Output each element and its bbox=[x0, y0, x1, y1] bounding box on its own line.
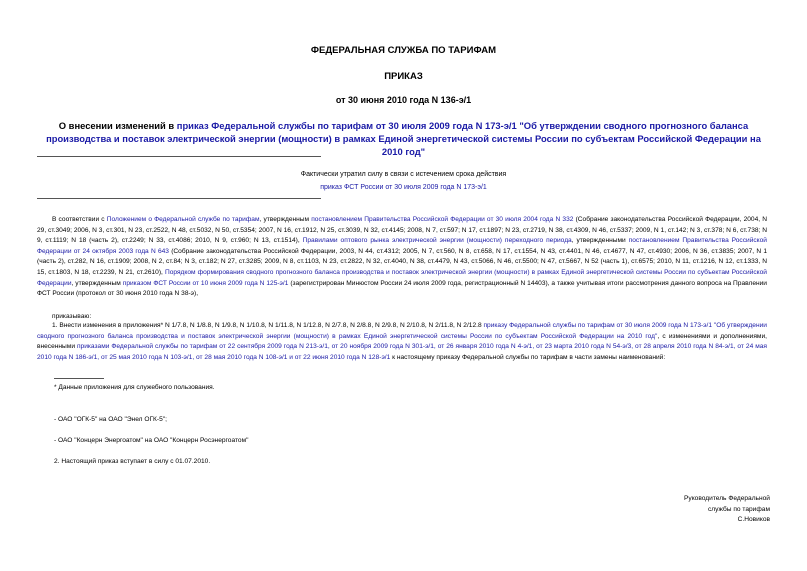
paragraph-preamble bbox=[37, 215, 767, 300]
p1-text: В соответствии с bbox=[52, 216, 107, 223]
document-subject bbox=[40, 119, 767, 158]
replacement-item-energoatom: - ОАО "Концерн Энергоатом" на ОАО "Концерн Росэнергоатом" bbox=[54, 437, 249, 444]
signature-position-line2: службы по тарифам bbox=[707, 505, 770, 513]
divider-top bbox=[37, 156, 321, 157]
p2-link[interactable]: приказами Федеральной службы по тарифам от 22 сентября 2009 года N 213-э/1, от 20 ноября 2009 года N 301-э/1, от 26 января 2010 года N 4-э/1, от 23 марта 2010 года N 54-э/3, от 28 апреля 2010 года N 84-э/1, от 24 мая 2010 года N 186-э/1, от 25 мая 2010 года N 103-э/1, от 28 мая 2010 года N 108-э/1 и от 22 июня 2010 года N 128-э/1 bbox=[37, 343, 767, 361]
divider-bottom bbox=[37, 198, 321, 199]
signature-position-line1: Руководитель Федеральной bbox=[684, 495, 770, 502]
invalid-notice-link[interactable]: приказ ФСТ России от 30 июля 2009 года N 173-э/1 bbox=[320, 184, 487, 191]
p1-link[interactable]: Положением о Федеральной службе по тарифам bbox=[106, 216, 260, 223]
p2-text: к настоящему приказу Федеральной службы по тарифам в части замены наименований: bbox=[390, 353, 666, 361]
p1-text: (Собрание законодательства Российской Федерации, 2003, N 44, ст.4312; 2005, N 7, ст.560, N 8, ст.658, N 17, ст.1554, N 43, ст.4401, N 46, ст.4677, N 47, ст.4930; 2006, N 36, ст.3835; 2007, N 1 (часть 2), ст.282, N 16, ст.1909; 2008, N 2, ст.84; N 3, ст.182; N 27, ст.3285; 2009, N 8, ст.1103, N 23, ст.2822, N 32, ст.4040, N 38, ст.4479, N 43, ст.5066, N 46, ст.5500; N 47, ст.5667, N 52 (часть 1), ст.6575; 2010, N 11, ст.1216, N 12, ст.1333, N 15, ст.1803, N 18, ст.2239, N 21, ст.2610), bbox=[37, 247, 767, 276]
paragraph-item-2: 2. Настоящий приказ вступает в силу с 01.07.2010. bbox=[54, 458, 211, 465]
document-date-number: от 30 июня 2010 года N 136-э/1 bbox=[335, 95, 472, 105]
p2-link[interactable]: приказу Федеральной службы по тарифам от 30 июля 2009 года N 173-э/1 "Об утверждении сводного прогнозного баланса производства и поставок электрической энергии (мощности) в рамках Единой энергетической системы России по субъектам Российской Федерации на 2010 год" bbox=[37, 322, 767, 340]
agency-heading: ФЕДЕРАЛЬНАЯ СЛУЖБА ПО ТАРИФАМ bbox=[310, 45, 497, 56]
p2-text: 1. Внести изменения в приложения* N 1/7.8, N 1/8.8, N 1/9.8, N 1/10.8, N 1/11.8, N 1/12.8, N 2/7.8, N 2/8.8, N 2/9.8, N 2/10.8, N 2/11.8, N 2/12.8 bbox=[52, 322, 484, 329]
subject-prefix: О внесении изменений в bbox=[58, 120, 177, 131]
signature-name: С.Новиков bbox=[737, 516, 770, 524]
p1-text: , утвержденными bbox=[571, 237, 629, 245]
p1-link[interactable]: постановлением Правительства Российской Федерации от 24 октября 2003 года N 643 bbox=[37, 237, 767, 255]
footnote-divider bbox=[54, 378, 104, 379]
p1-link[interactable]: Правилами оптового рынка электрической энергии (мощности) переходного периода bbox=[302, 237, 572, 245]
p1-text: , утвержденным bbox=[71, 279, 123, 287]
invalid-notice bbox=[200, 168, 607, 194]
order-word: приказываю: bbox=[52, 313, 92, 320]
subject-order-link[interactable]: приказ Федеральной службы по тарифам от 30 июля 2009 года N 173-э/1 "Об утверждении сводного прогнозного баланса производства и поставок электрической энергии (мощности) в рамках Единой энергетической системы России по субъектам Российской Федерации на 2010 год" bbox=[46, 120, 761, 157]
replacement-item-ogk5: - ОАО "ОГК-5" на ОАО "Энел ОГК-5"; bbox=[54, 416, 167, 423]
p1-text: (Собрание законодательства Российской Федерации, 2004, N 29, ст.3049; 2006, N 3, ст.301, N 23, ст.2522, N 48, ст.5032, N 50, ст.5354; 2007, N 16, ст.1912, N 25, ст.3039, N 32, ст.4145; 2008, N 7, ст.597; N 17, ст.1897; N 23, ст.2719, N 38, ст.4309, N 46, ст.5337; 2009, N 1, ст.142; N 3, ст.378; N 6, ст.738; N 9, ст.1119; N 18 (часть 2), ст.2249; N 33, ст.4086; 2010, N 9, ст.960; N 13, ст.1514), bbox=[37, 216, 768, 245]
signature-block bbox=[600, 494, 770, 526]
p1-text: , утвержденным bbox=[259, 216, 312, 223]
p1-text: (зарегистрирован Минюстом России 24 июля 2009 года, регистрационный N 14403), а также учитывая итоги рассмотрения данного вопроса на Правлении ФСТ России (протокол от 30 июня 2010 года N 38-э), bbox=[37, 279, 767, 298]
paragraph-item-1 bbox=[37, 321, 767, 363]
p1-link[interactable]: Порядком формирования сводного прогнозного баланса производства и поставок электрической энергии (мощности) в рамках Единой энергетической системы России по субъектам Российской Федерации bbox=[37, 268, 767, 287]
invalid-notice-text: Фактически утратил силу в связи с истечением срока действия bbox=[300, 171, 507, 178]
p1-link[interactable]: постановлением Правительства Российской Федерации от 30 июля 2004 года N 332 bbox=[311, 216, 574, 223]
footnote: * Данные приложения для служебного пользования. bbox=[54, 384, 215, 391]
p2-text: , с изменениями и дополнениями, внесенными bbox=[37, 332, 767, 351]
document-type-heading: ПРИКАЗ bbox=[384, 71, 423, 82]
p1-link[interactable]: приказом ФСТ России от 10 июня 2009 года N 125-э/1 bbox=[122, 279, 289, 287]
